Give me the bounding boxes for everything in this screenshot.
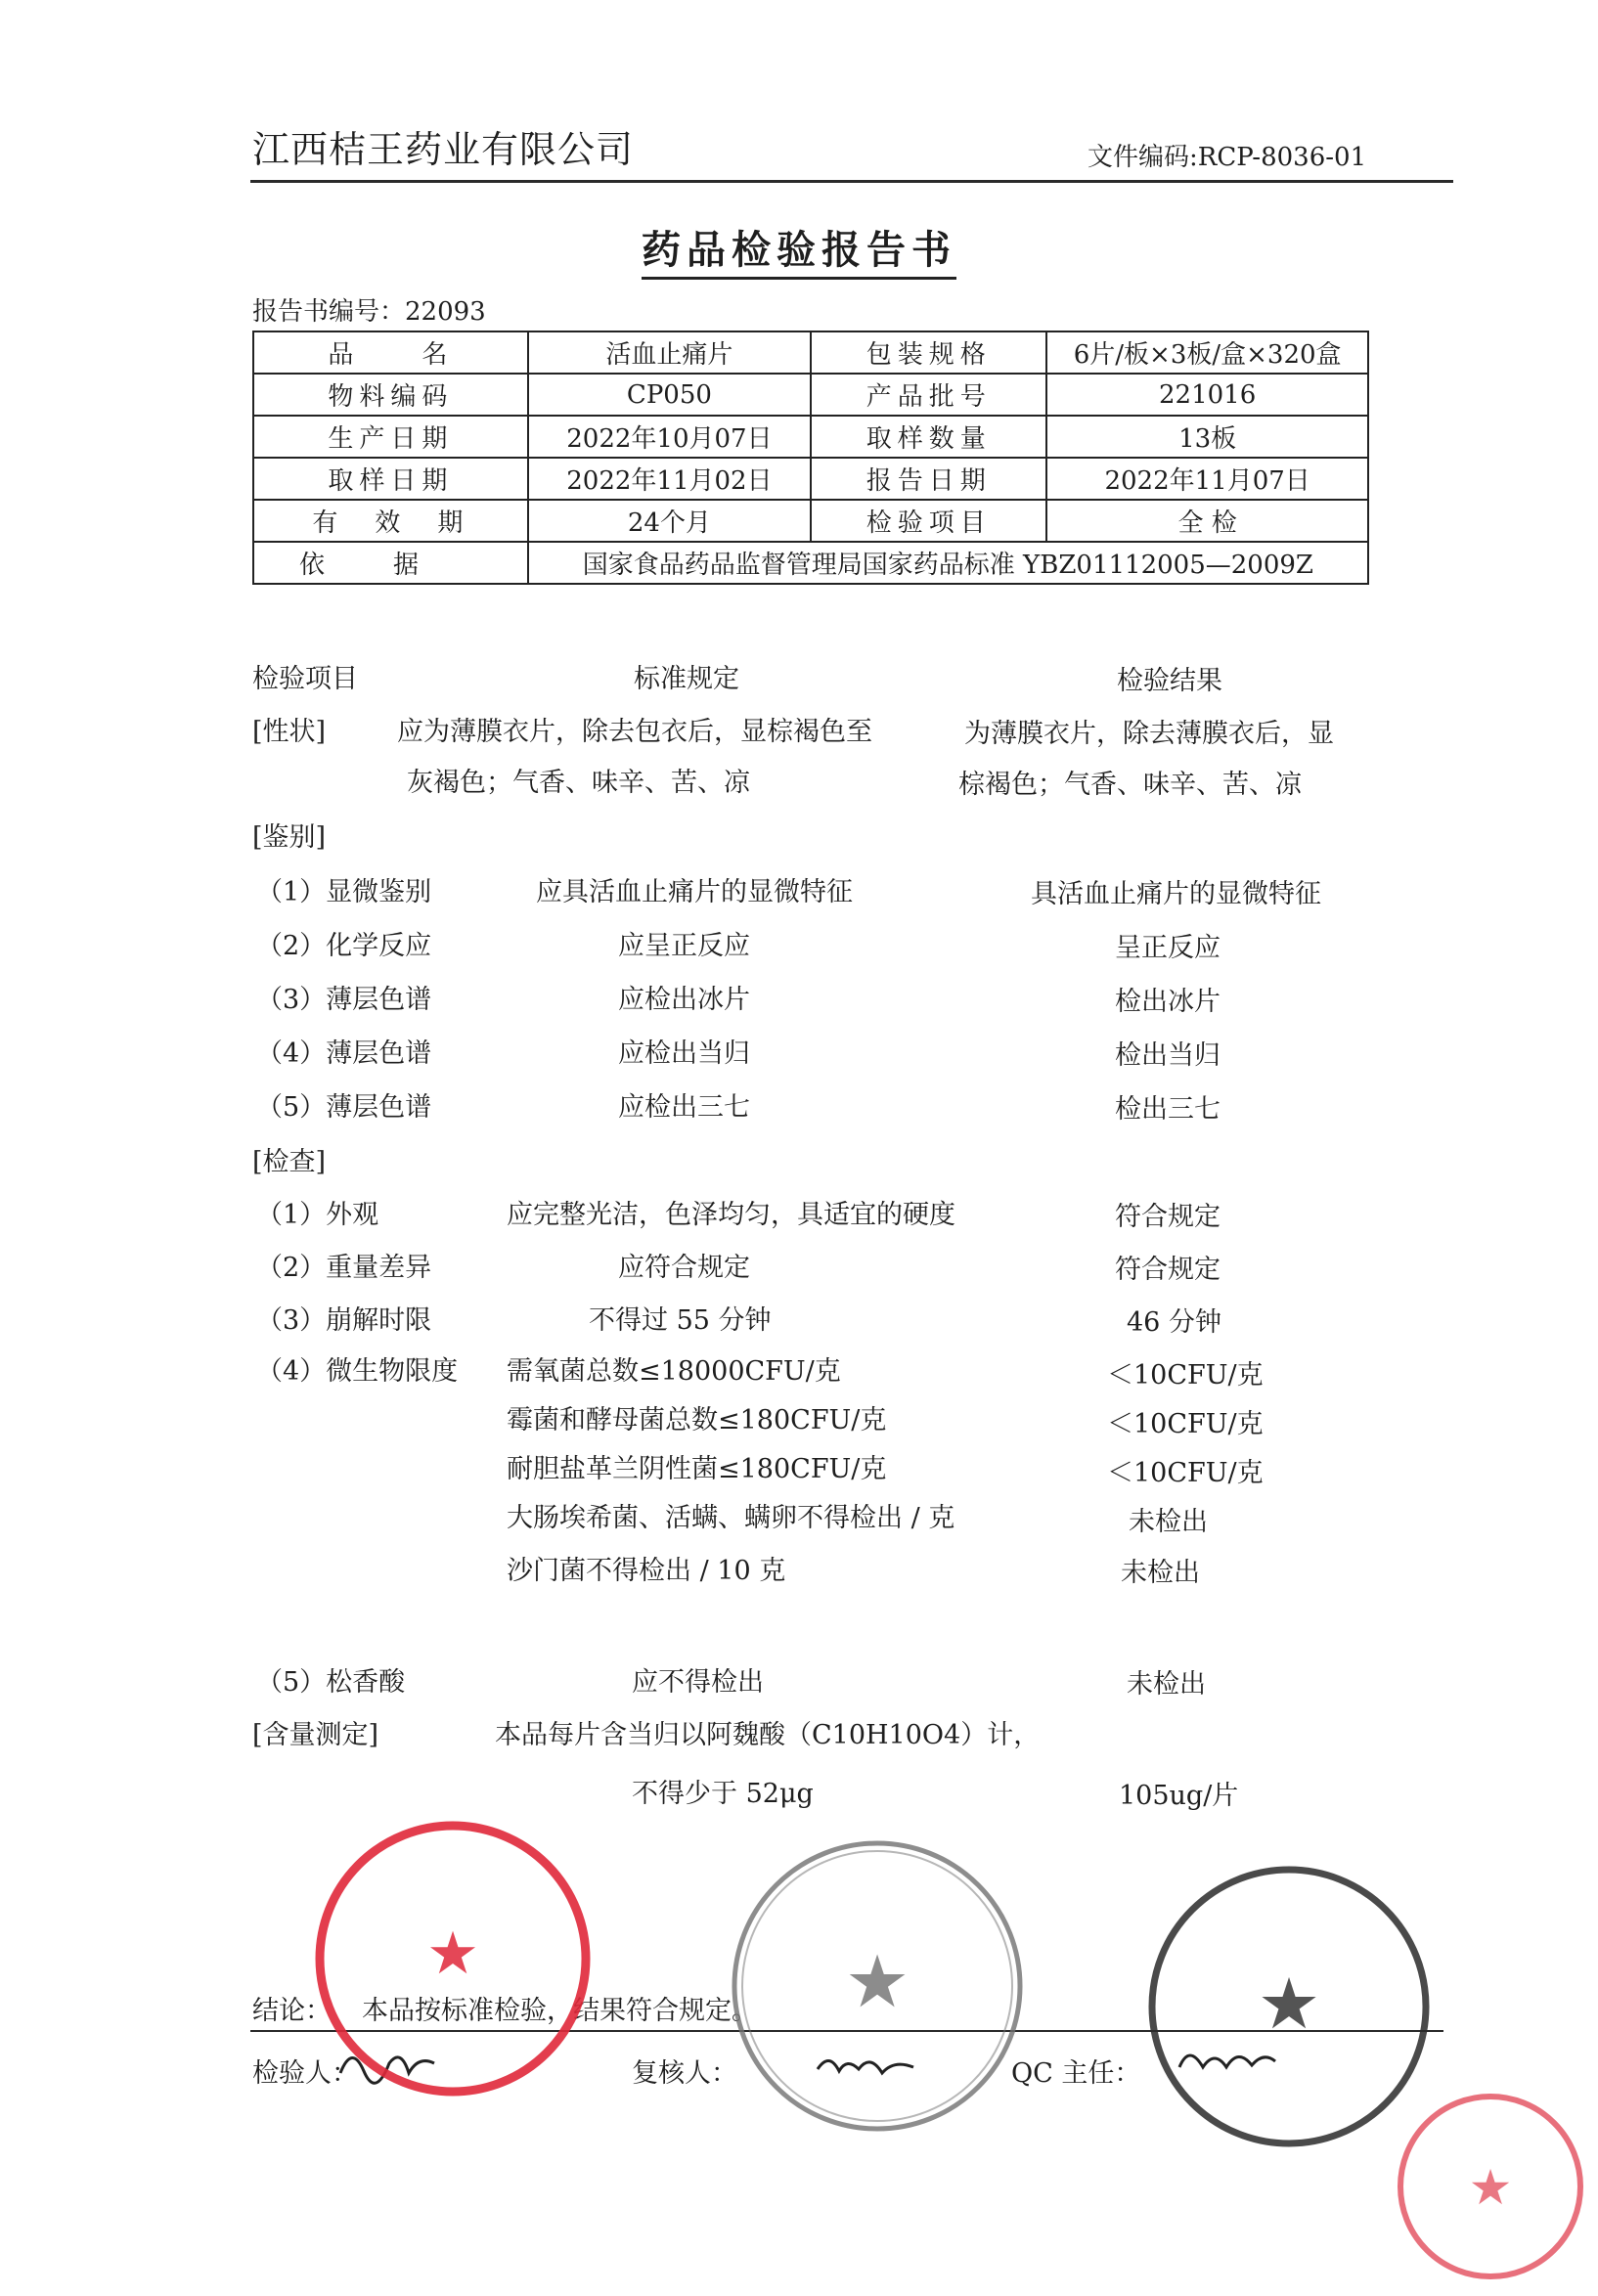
assay-line-2: 不得少于 52μg: [632, 1779, 814, 1809]
label-cell: 生产日期: [253, 416, 528, 458]
properties-standard-1: 应为薄膜衣片，除去包衣后，显棕褐色至: [397, 717, 872, 747]
properties-result-1: 为薄膜衣片，除去薄膜衣后，显: [964, 719, 1334, 749]
table-row: [253, 331, 1368, 374]
svg-text:★: ★: [844, 1940, 910, 2024]
report-title-wrap: [0, 219, 1598, 275]
value-cell: CP050: [528, 374, 811, 416]
microbial-result: 未检出: [1121, 1558, 1200, 1588]
inspection-result: 46 分钟: [1127, 1307, 1221, 1338]
svg-text:★: ★: [1257, 1963, 1321, 2045]
svg-text:★: ★: [1468, 2159, 1513, 2216]
identification-item: （3）薄层色谱: [256, 985, 432, 1015]
assay-result: 105ug/片: [1119, 1781, 1239, 1811]
inspection-item: （2）重量差异: [256, 1253, 432, 1283]
identification-standard: 应检出三七: [618, 1092, 750, 1123]
label-cell: 包装规格: [811, 331, 1046, 374]
identification-standard: 应具活血止痛片的显微特征: [536, 877, 853, 907]
identification-result: 检出三七: [1115, 1094, 1221, 1125]
qc-seal-red-corner: [1393, 2089, 1588, 2284]
microbial-item: （4）微生物限度: [256, 1356, 459, 1387]
inspection-result: 符合规定: [1115, 1255, 1221, 1285]
value-cell: 2022年11月07日: [1046, 458, 1368, 500]
inspection-item: （1）外观: [256, 1200, 379, 1230]
properties-result-2: 棕褐色；气香、味辛、苦、凉: [958, 770, 1302, 800]
column-head-result: 检验结果: [1117, 666, 1222, 696]
identification-item: （1）显微鉴别: [256, 877, 432, 907]
label-cell: 品 名: [253, 331, 528, 374]
report-seal-black: [1142, 1860, 1436, 2153]
assay-line-1: 本品每片含当归以阿魏酸（C10H10O4）计，: [495, 1720, 1041, 1750]
report-title: 药品检验报告书: [642, 228, 956, 280]
table-row: [253, 542, 1368, 584]
microbial-standard: 霉菌和酵母菌总数≤180CFU/克: [507, 1405, 887, 1435]
value-cell: 6片/板×3板/盒×320盒: [1046, 331, 1368, 374]
conclusion-text: 本品按标准检验，结果符合规定。: [362, 1996, 758, 2026]
header-rule: [250, 180, 1453, 183]
label-cell: 产品批号: [811, 374, 1046, 416]
identification-item: （4）薄层色谱: [256, 1038, 432, 1069]
table-row: [253, 416, 1368, 458]
value-cell: 全 检: [1046, 500, 1368, 542]
microbial-standard: 耐胆盐革兰阴性菌≤180CFU/克: [507, 1454, 887, 1484]
value-cell: 24个月: [528, 500, 811, 542]
microbial-result: ＜10CFU/克: [1107, 1409, 1264, 1439]
label-cell: 取样日期: [253, 458, 528, 500]
identification-result: 呈正反应: [1115, 933, 1221, 963]
table-row: [253, 458, 1368, 500]
identification-result: 检出冰片: [1115, 987, 1221, 1017]
document-code: 文件编码:RCP-8036-01: [1088, 143, 1367, 172]
inspection-standard: 应符合规定: [618, 1253, 750, 1283]
basis-value-cell: 国家食品药品监督管理局国家药品标准 YBZ01112005—2009Z: [528, 542, 1368, 584]
value-cell: 2022年11月02日: [528, 458, 811, 500]
value-cell: 13板: [1046, 416, 1368, 458]
rosin-acid-item: （5）松香酸: [256, 1667, 406, 1698]
value-cell: 221016: [1046, 374, 1368, 416]
microbial-result: 未检出: [1129, 1507, 1208, 1537]
identification-item: （2）化学反应: [256, 931, 432, 961]
company-name: 江西桔王药业有限公司: [252, 128, 635, 171]
table-row: [253, 374, 1368, 416]
reviewer-label: 复核人：: [632, 2058, 737, 2089]
section-properties: [性状]: [252, 717, 327, 747]
column-head-standard: 标准规定: [634, 664, 739, 694]
label-cell: 有 效 期: [253, 500, 528, 542]
rosin-acid-standard: 应不得检出: [632, 1667, 764, 1698]
section-identification: [鉴别]: [252, 822, 327, 853]
qc-director-label: QC 主任：: [1011, 2058, 1141, 2089]
section-inspection: [检查]: [252, 1147, 327, 1177]
label-cell: 取样数量: [811, 416, 1046, 458]
inspection-standard: 应完整光洁，色泽均匀，具适宜的硬度: [507, 1200, 955, 1230]
microbial-result: ＜10CFU/克: [1107, 1360, 1264, 1391]
inspection-result: 符合规定: [1115, 1202, 1221, 1232]
table-row: [253, 500, 1368, 542]
column-head-item: 检验项目: [252, 664, 358, 694]
value-cell: 2022年10月07日: [528, 416, 811, 458]
quality-seal-red: [311, 1817, 595, 2100]
identification-standard: 应呈正反应: [618, 931, 750, 961]
rosin-acid-result: 未检出: [1127, 1669, 1206, 1700]
microbial-standard: 大肠埃希菌、活螨、螨卵不得检出 / 克: [507, 1503, 955, 1533]
report-number: 报告书编号：22093: [252, 297, 486, 327]
identification-standard: 应检出冰片: [618, 985, 750, 1015]
identification-result: 检出当归: [1115, 1040, 1221, 1071]
microbial-standard: 需氧菌总数≤18000CFU/克: [507, 1356, 841, 1387]
inspection-item: （3）崩解时限: [256, 1305, 432, 1336]
identification-result: 具活血止痛片的显微特征: [1031, 879, 1321, 909]
microbial-standard: 沙门菌不得检出 / 10 克: [507, 1556, 786, 1586]
inspection-standard: 不得过 55 分钟: [589, 1305, 772, 1336]
report-seal-gray: [726, 1834, 1029, 2138]
label-cell: 检验项目: [811, 500, 1046, 542]
label-cell: 报告日期: [811, 458, 1046, 500]
section-assay: [含量测定]: [252, 1720, 379, 1750]
value-cell: 活血止痛片: [528, 331, 811, 374]
svg-text:★: ★: [426, 1920, 479, 1988]
identification-item: （5）薄层色谱: [256, 1092, 432, 1123]
product-info-table: [252, 331, 1369, 585]
label-cell: 物料编码: [253, 374, 528, 416]
microbial-result: ＜10CFU/克: [1107, 1458, 1264, 1488]
properties-standard-2: 灰褐色；气香、味辛、苦、凉: [407, 768, 750, 798]
label-cell: 依 据: [253, 542, 528, 584]
identification-standard: 应检出当归: [618, 1038, 750, 1069]
inspector-label: 检验人：: [252, 2058, 358, 2089]
conclusion-label: 结论：: [252, 1996, 332, 2026]
